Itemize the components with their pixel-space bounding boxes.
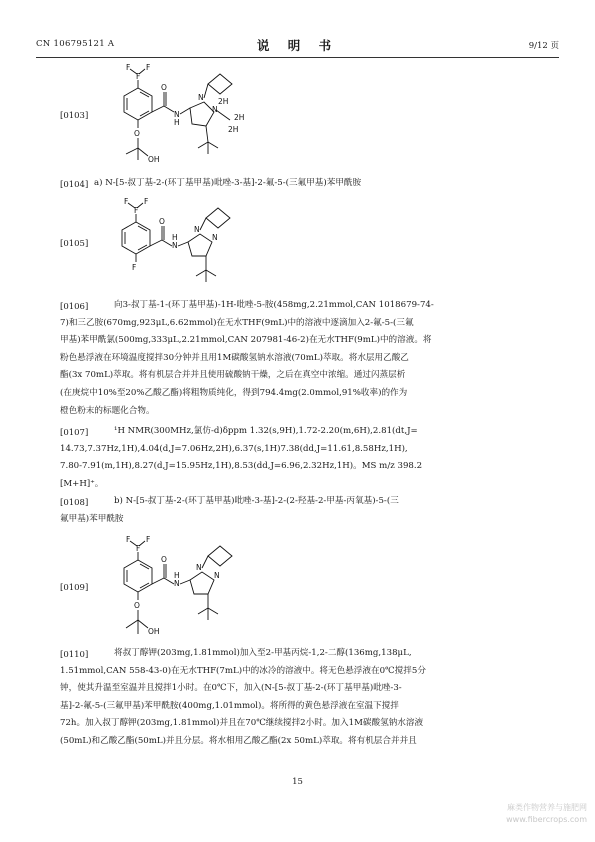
paragraph-tag-0110: [0110]: [60, 650, 89, 660]
structure-label: F: [132, 263, 137, 272]
structure-label: O: [134, 129, 140, 138]
structure-label: H: [172, 233, 178, 242]
structure-label: N: [212, 233, 218, 242]
structure-label: F: [126, 535, 131, 544]
structure-label: O: [161, 555, 167, 564]
chemical-structure-0109: [108, 534, 268, 646]
paragraph-tag-0109: [0109]: [60, 583, 89, 593]
text-line: b) N-[5-叔丁基-2-(环丁基甲基)吡唑-3-基]-2-(2-羟基-2-甲基-丙氧基)-5-(三: [114, 496, 399, 506]
structure-label: N: [194, 225, 200, 234]
structure-label: 2H: [218, 97, 229, 106]
document-title: 说 明 书: [256, 38, 339, 53]
header-rule: [36, 57, 559, 58]
text-line: (在庚烷中10%至20%乙酸乙酯)将粗物质纯化，得到794.4mg(2.0mmol,91%收率)的作为: [60, 387, 408, 398]
text-line: 氟甲基)苯甲酰胺: [60, 513, 124, 524]
text-line: ¹H NMR(300MHz,氯仿-d)δppm 1.32(s,9H),1.72-2.20(m,6H),2.81(dt,J=: [114, 426, 418, 436]
text-line: 将叔丁醇钾(203mg,1.81mmol)加入至2-甲基丙烷-1,2-二醇(136mg,138μL,: [114, 648, 412, 658]
structure-label: F: [124, 197, 129, 206]
structure-label: N: [198, 93, 204, 102]
structure-label: H: [174, 571, 180, 580]
structure-label: 2H: [228, 125, 239, 134]
watermark: [506, 802, 587, 826]
structure-label: O: [161, 83, 167, 92]
structure-label: OH: [148, 627, 160, 636]
structure-label: N: [172, 241, 178, 250]
text-line: 橙色粉末的标题化合物。: [60, 405, 155, 416]
text-line: 1.51mmol,CAN 558-43-0)在无水THF(7mL)中的冰冷的溶液中。将无色悬浮液在0℃搅拌5分: [60, 665, 426, 676]
text-line: 酯(3x 70mL)萃取。将有机层合并并且使用硫酸钠干燥，之后在真空中浓缩。通过闪蒸层析: [60, 370, 406, 381]
structure-label: N: [174, 579, 180, 588]
text-line: [M+H]⁺。: [60, 478, 104, 489]
structure-label: N: [196, 563, 202, 572]
structure-label: H: [174, 118, 180, 127]
page-number: 15: [292, 777, 303, 787]
structure-label: F: [136, 72, 141, 81]
watermark-line: www.fibercrops.com: [506, 815, 587, 824]
publication-number: CN 106795121 A: [36, 39, 115, 49]
text-line: 钟，使其升温至室温并且搅拌1小时。在0℃下，加入(N-[5-叔丁基-2-(环丁基甲基)吡唑-3-: [60, 683, 402, 694]
paragraph-tag-0104: [0104]: [60, 180, 89, 190]
text-line: 14.73,7.37Hz,1H),4.04(d,J=7.06Hz,2H),6.37(s,1H)7.38(dd,J=11.61,8.58Hz,1H),: [60, 443, 408, 454]
structure-label: N: [174, 110, 180, 119]
watermark-line: 麻类作物营养与施肥网: [507, 803, 587, 812]
structure-label: O: [159, 217, 165, 226]
page-info: 9/12 页: [528, 41, 559, 51]
page-header: [36, 36, 559, 56]
structure-label: F: [136, 544, 141, 553]
text-line: 7)和三乙胺(670mg,923μL,6.62mmol)在无水THF(9mL)中的溶液中逐滴加入2-氟-5-(三氟: [60, 317, 414, 328]
text-line: (50mL)和乙酸乙酯(50mL)并且分层。将水相用乙酸乙酯(2x 50mL)萃取。将有机层合并并且: [60, 735, 417, 746]
structure-label: N: [212, 105, 218, 114]
paragraph-tag-0107: [0107]: [60, 428, 89, 438]
text-line: 7.80-7.91(m,1H),8.27(d,J=15.95Hz,1H),8.53(dd,J=6.96,2.32Hz,1H)。MS m/z 398.2: [60, 461, 423, 472]
text-line: 72h。加入叔丁醇钾(203mg,1.81mmol)并且在70℃继续搅拌2小时。加入1M碳酸氢钠水溶液: [60, 718, 424, 729]
structure-label: 2H: [234, 113, 245, 122]
text-line: 基]-2-氟-5-(三氟甲基)苯甲酰胺(400mg,1.01mmol)。将所得的黄色悬浮液在室温下搅拌: [60, 700, 399, 711]
structure-label: F: [134, 206, 139, 215]
structure-label: F: [146, 63, 151, 72]
chemical-structure-0103: [108, 62, 278, 174]
structure-label: F: [144, 197, 149, 206]
compound-heading-a: a) N-[5-叔丁基-2-(环丁基甲基)吡唑-3-基]-2-氟-5-(三氟甲基)苯甲酰胺: [94, 178, 362, 188]
paragraph-tag-0106: [0106]: [60, 302, 89, 312]
text-line: 向3-叔丁基-1-(环丁基甲基)-1H-吡唑-5-胺(458mg,2.21mmol,CAN 1018679-74-: [114, 300, 434, 310]
chemical-structure-0105: [108, 196, 268, 296]
paragraph-tag-0103: [0103]: [60, 111, 89, 121]
structure-label: O: [134, 601, 140, 610]
structure-label: OH: [148, 155, 160, 164]
paragraph-tag-0105: [0105]: [60, 239, 89, 249]
text-line: 粉色悬浮液在环境温度搅拌30分钟并且用1M碳酸氢钠水溶液(70mL)萃取。将水层用乙酸乙: [60, 352, 409, 363]
paragraph-tag-0108: [0108]: [60, 498, 89, 508]
structure-label: N: [214, 571, 220, 580]
structure-label: F: [146, 535, 151, 544]
text-line: 甲基)苯甲酰氯(500mg,333μL,2.21mmol,CAN 207981-46-2)在无水THF(9mL)中的溶液。将: [60, 335, 432, 346]
structure-label: F: [126, 63, 131, 72]
